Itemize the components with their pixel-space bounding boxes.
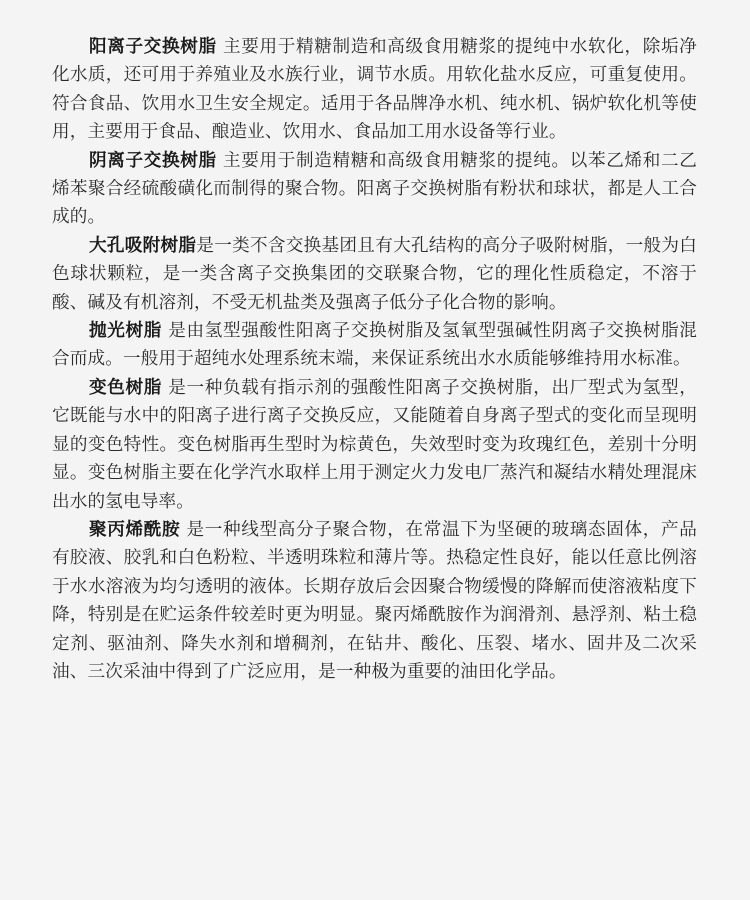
description-cation-resin: 主要用于精糖制造和高级食用糖浆的提纯中水软化，除垢净化水质，还可用于养殖业及水族行业，调节水质。用软化盐水反应，可重复使用。符合食品、饮用水卫生安全规定。适用于各品牌净水机、纯水机、锅炉软化机等使用，主要用于食品、酿造业、饮用水、食品加工用水设备等行业。 (52, 37, 697, 143)
term-macroporous-resin: 大孔吸附树脂 (89, 235, 197, 256)
description-anion-resin: 主要用于制造精糖和高级食用糖浆的提纯。以苯乙烯和二乙烯苯聚合经硫酸磺化而制得的聚合物。阳离子交换树脂有粉状和球状，都是人工合成的。 (52, 150, 697, 228)
description-color-changing-resin: 是一种负载有指示剂的强酸性阳离子交换树脂，出厂型式为氢型，它既能与水中的阳离子进行离子交换反应，又能随着自身离子型式的变化而呈现明显的变色特性。变色树脂再生型时为棕黄色，失效型时变为玫瑰红色，差别十分明显。变色树脂主要在化学汽水取样上用于测定火力发电厂蒸汽和凝结水精处理混床出水的氢电导率。 (52, 377, 697, 512)
description-polishing-resin: 是由氢型强酸性阳离子交换树脂及氢氧型强碱性阴离子交换树脂混合而成。一般用于超纯水处理系统末端，来保证系统出水水质能够维持用水标准。 (52, 321, 697, 370)
term-polishing-resin: 抛光树脂 (89, 321, 162, 342)
paragraph-macroporous-resin (52, 232, 697, 317)
description-macroporous-resin: 是一类不含交换基团且有大孔结构的高分子吸附树脂，一般为白色球状颗粒，是一类含离子交换集团的交联聚合物，它的理化性质稳定，不溶于酸、碱及有机溶剂，不受无机盐类及强离子低分子化合物的影响。 (52, 235, 698, 313)
paragraph-anion-resin (52, 147, 697, 232)
term-cation-resin: 阳离子交换树脂 (89, 37, 217, 57)
term-anion-resin: 阴离子交换树脂 (89, 150, 217, 171)
description-polyacrylamide: 是一种线型高分子聚合物，在常温下为坚硬的玻璃态固体，产品有胶液、胶乳和白色粉粒、半透明珠粒和薄片等。热稳定性良好，能以任意比例溶于水水溶液为均匀透明的液体。长期存放后会因聚合物缓慢的降解而使溶液粘度下降，特别是在贮运条件较差时更为明显。聚丙烯酰胺作为润滑剂、悬浮剂、粘土稳定剂、驱油剂、降失水剂和增稠剂，在钻井、酸化、压裂、堵水、固井及二次采油、三次采油中得到了广泛应用，是一种极为重要的油田化学品。 (52, 519, 697, 682)
paragraph-color-changing-resin (52, 374, 697, 516)
paragraph-polyacrylamide (52, 516, 697, 686)
paragraph-cation-resin (52, 33, 697, 147)
document-body (52, 33, 697, 686)
term-color-changing-resin: 变色树脂 (89, 377, 162, 398)
term-polyacrylamide: 聚丙烯酰胺 (89, 519, 181, 540)
paragraph-polishing-resin (52, 317, 697, 374)
